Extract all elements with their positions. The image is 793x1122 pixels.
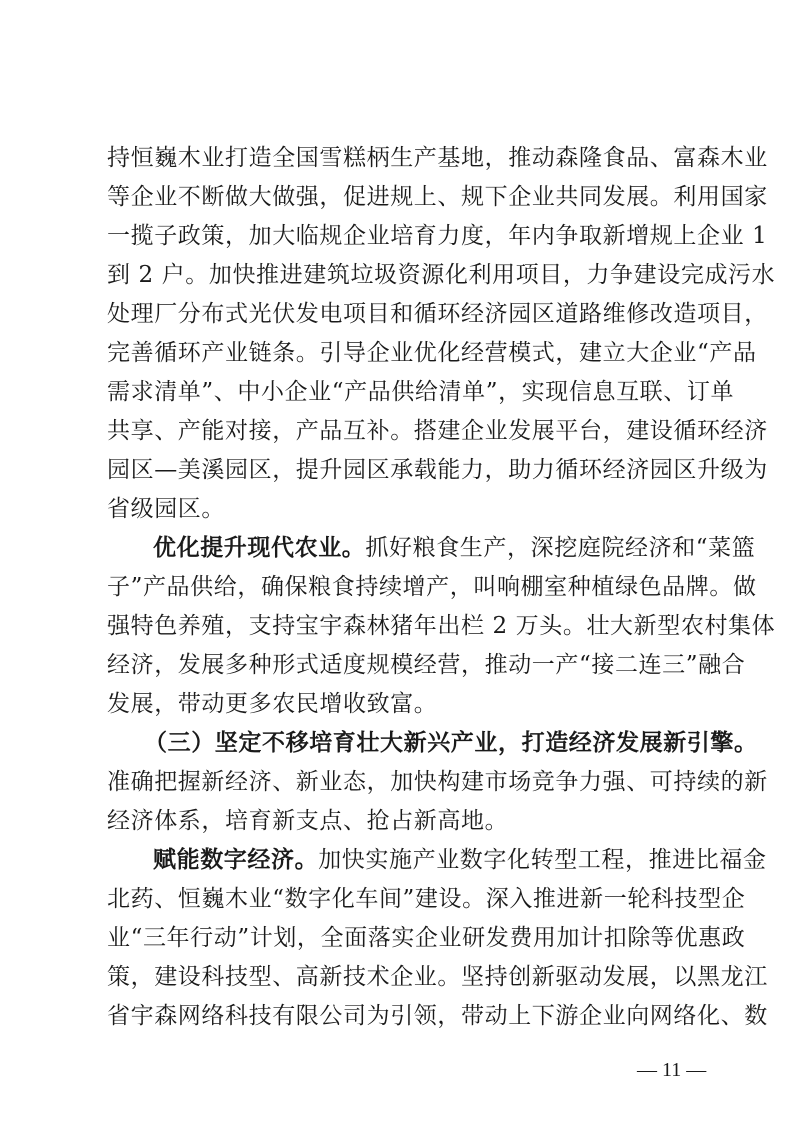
digital-line-text: 加快实施产业数字化转型工程，推进比福金: [318, 847, 767, 873]
agriculture-heading: 优化提升现代农业。: [153, 535, 366, 561]
paragraph-line: 经济，发展多种形式适度规模经营，推动一产“接二连三”融合: [107, 652, 746, 678]
section-heading: （三）坚定不移培育壮大新兴产业，打造经济发展新引擎。: [144, 730, 758, 756]
page-number: — 11 —: [637, 1059, 707, 1081]
paragraph-line: 发展，带动更多农民增收致富。: [107, 691, 438, 717]
paragraph-line: 完善循环产业链条。引导企业优化经营模式，建立大企业“产品: [107, 340, 757, 366]
agriculture-line-text: 抓好粮食生产，深挖庭院经济和“菜篮: [365, 535, 756, 561]
paragraph-line: 需求清单”、中小企业“产品供给清单”，实现信息互联、订单: [107, 379, 735, 405]
paragraph-line: 省级园区。: [107, 496, 225, 522]
paragraph-line: 等企业不断做大做强，促进规上、规下企业共同发展。利用国家: [107, 184, 768, 210]
paragraph-line: 业“三年行动”计划，全面落实企业研发费用加计扣除等优惠政: [107, 925, 746, 951]
paragraph-line: 园区—美溪园区，提升园区承载能力，助力循环经济园区升级为: [107, 457, 768, 483]
paragraph-line: 一揽子政策，加大临规企业培育力度，年内争取新增规上企业 1: [107, 223, 768, 249]
paragraph-line: 北药、恒巍木业“数字化车间”建设。深入推进新一轮科技型企: [107, 886, 746, 912]
digital-first-line: [107, 844, 767, 876]
paragraph-line: 子”产品供给，确保粮食持续增产，叫响棚室种植绿色品牌。做: [107, 574, 757, 600]
paragraph-line: 经济体系，培育新支点、抢占新高地。: [107, 808, 509, 834]
digital-heading: 赋能数字经济。: [153, 847, 319, 873]
paragraph-line: 省宇森网络科技有限公司为引领，带动上下游企业向网络化、数: [107, 1003, 768, 1029]
paragraph-line: 到 2 户。加快推进建筑垃圾资源化利用项目，力争建设完成污水: [107, 262, 776, 288]
paragraph-line: 强特色养殖，支持宝宇森林猪年出栏 2 万头。壮大新型农村集体: [107, 613, 776, 639]
paragraph-line: 共享、产能对接，产品互补。搭建企业发展平台，建设循环经济: [107, 418, 768, 444]
paragraph-line: 持恒巍木业打造全国雪糕柄生产基地，推动森隆食品、富森木业: [107, 145, 768, 171]
paragraph-line: 策，建设科技型、高新技术企业。坚持创新驱动发展，以黑龙江: [107, 964, 768, 990]
agriculture-first-line: [107, 532, 756, 564]
paragraph-line: 处理厂分布式光伏发电项目和循环经济园区道路维修改造项目，: [107, 301, 768, 327]
paragraph-line: 准确把握新经济、新业态，加快构建市场竞争力强、可持续的新: [107, 769, 768, 795]
